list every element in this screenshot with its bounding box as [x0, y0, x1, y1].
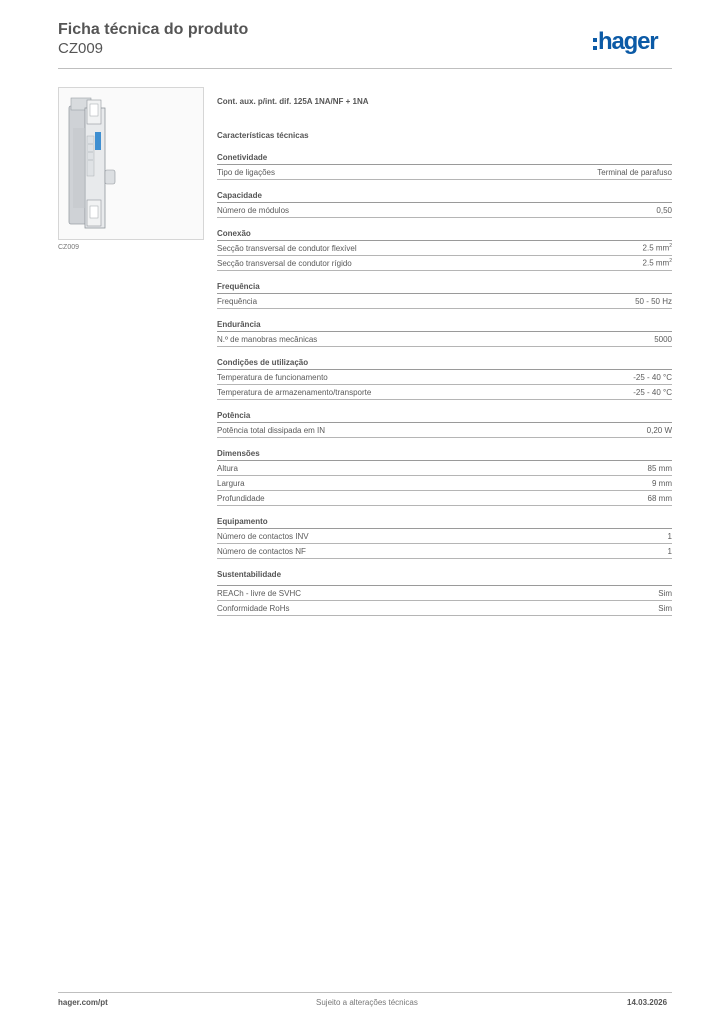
spec-value: Terminal de parafuso	[597, 167, 672, 177]
spec-label: Secção transversal de condutor flexível	[217, 243, 357, 253]
spec-row	[217, 241, 672, 256]
spec-value: 1	[667, 531, 672, 541]
spec-value: 1	[667, 546, 672, 556]
spec-group-conexao	[217, 227, 672, 271]
spec-value: -25 - 40 °C	[633, 372, 672, 382]
spec-row	[217, 203, 672, 218]
spec-row	[217, 294, 672, 309]
group-title: Conetividade	[217, 151, 672, 165]
spec-group-conetividade	[217, 151, 672, 180]
spec-group-capacidade	[217, 189, 672, 218]
image-caption: CZ009	[58, 244, 80, 251]
spec-row	[217, 601, 672, 616]
spec-row	[217, 529, 672, 544]
group-title: Capacidade	[217, 189, 672, 203]
spec-value	[643, 258, 672, 268]
page-title: Ficha técnica do produto	[58, 21, 249, 38]
spec-label: Número de contactos INV	[217, 531, 309, 541]
spec-row	[217, 332, 672, 347]
spec-value: 9 mm	[652, 478, 672, 488]
spec-group-dimensoes	[217, 447, 672, 506]
spec-label: Profundidade	[217, 493, 265, 503]
value-text: 2.5 mm	[642, 243, 670, 253]
product-description: Cont. aux. p/int. dif. 125A 1NA/NF + 1NA	[217, 97, 369, 106]
spec-row	[217, 461, 672, 476]
spec-label: Número de módulos	[217, 205, 290, 215]
product-code: CZ009	[58, 40, 104, 57]
value-text: 2.5 mm	[642, 258, 670, 268]
spec-group-endurancia	[217, 318, 672, 347]
value-superscript: 2	[669, 243, 672, 250]
spec-value: 68 mm	[647, 493, 672, 503]
spec-label: Altura	[217, 463, 238, 473]
group-title: Potência	[217, 409, 672, 423]
spec-value: 0,20 W	[646, 425, 672, 435]
group-title: Condições de utilização	[217, 356, 672, 370]
footer-website: hager.com/pt	[58, 998, 108, 1007]
spec-row	[217, 544, 672, 559]
group-title: Dimensões	[217, 447, 672, 461]
spec-label: REACh - livre de SVHC	[217, 588, 302, 598]
spec-value: 50 - 50 Hz	[635, 296, 672, 306]
spec-row	[217, 256, 672, 271]
spec-group-sustentabilidade	[217, 568, 672, 616]
logo-text: hager	[598, 28, 658, 55]
group-title: Conexão	[217, 227, 672, 241]
specifications	[217, 96, 672, 616]
logo-dots-icon	[593, 38, 597, 50]
spec-label: Tipo de ligações	[217, 167, 275, 177]
spec-row	[217, 370, 672, 385]
group-title: Frequência	[217, 280, 672, 294]
spec-row	[217, 423, 672, 438]
spec-row	[217, 491, 672, 506]
spec-row	[217, 476, 672, 491]
spec-label: Número de contactos NF	[217, 546, 306, 556]
group-title: Endurância	[217, 318, 672, 332]
spec-group-frequencia	[217, 280, 672, 309]
group-title: Equipamento	[217, 515, 672, 529]
spec-label: Temperatura de armazenamento/transporte	[217, 387, 372, 397]
group-title: Sustentabilidade	[217, 568, 672, 586]
spec-value: -25 - 40 °C	[633, 387, 672, 397]
spec-row	[217, 165, 672, 180]
spec-group-equipamento	[217, 515, 672, 559]
spec-heading: Características técnicas	[217, 131, 309, 140]
spec-group-condicoes	[217, 356, 672, 400]
auxiliary-contact-illustration	[59, 88, 203, 239]
spec-value	[643, 243, 672, 253]
spec-label: Secção transversal de condutor rígido	[217, 258, 352, 268]
spec-value: 0,50	[656, 205, 672, 215]
spec-label: Largura	[217, 478, 245, 488]
footer-notice: Sujeito a alterações técnicas	[316, 998, 418, 1007]
spec-label: Conformidade RoHs	[217, 603, 290, 613]
spec-label: Frequência	[217, 296, 258, 306]
spec-row	[217, 385, 672, 400]
spec-group-potencia	[217, 409, 672, 438]
footer-divider	[58, 992, 672, 993]
spec-value: 85 mm	[647, 463, 672, 473]
value-superscript: 2	[669, 258, 672, 265]
spec-label: Temperatura de funcionamento	[217, 372, 328, 382]
footer-date: 14.03.2026	[627, 998, 668, 1007]
header-divider	[58, 68, 672, 69]
spec-row	[217, 586, 672, 601]
spec-value: Sim	[658, 603, 672, 613]
spec-label: Potência total dissipada em IN	[217, 425, 326, 435]
product-image	[58, 87, 204, 240]
spec-value: 5000	[654, 334, 672, 344]
spec-label: N.º de manobras mecânicas	[217, 334, 318, 344]
spec-value: Sim	[658, 588, 672, 598]
hager-logo	[593, 28, 657, 56]
